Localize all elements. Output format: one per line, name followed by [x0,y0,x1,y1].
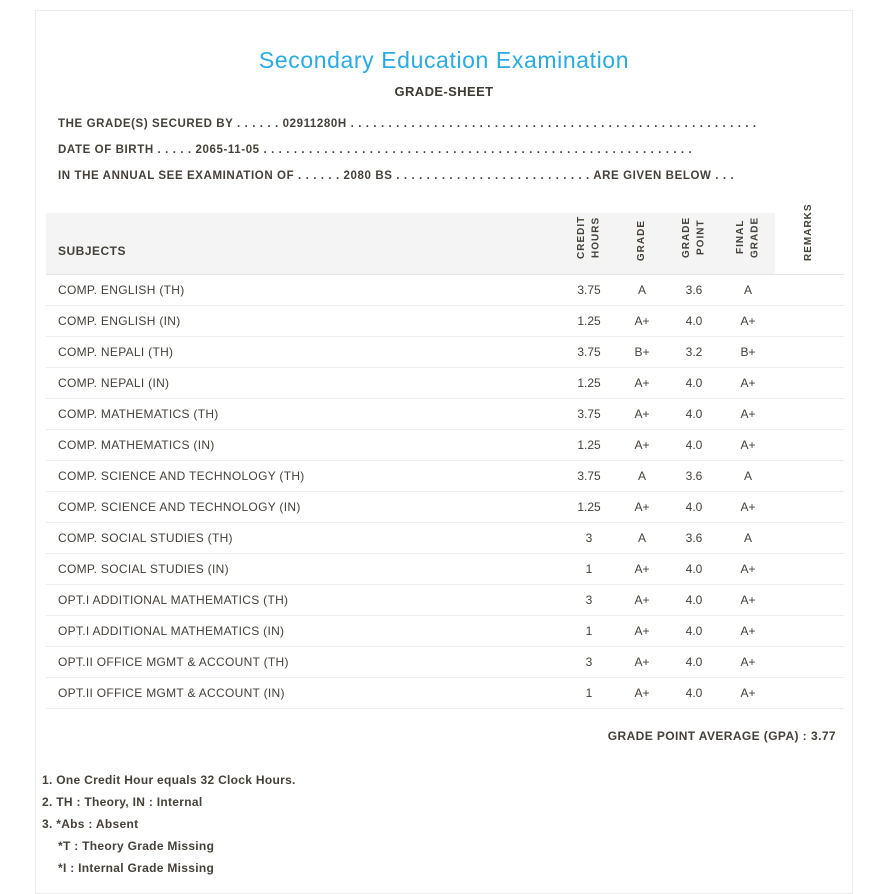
remarks-header-label: REMARKS [803,203,815,261]
grade-sheet-page [35,10,853,894]
table-row [46,492,844,523]
credit-hours-cell: 3.75 [561,275,617,306]
grade-point-cell: 4.0 [667,616,721,647]
subject-cell: OPT.II OFFICE MGMT & ACCOUNT (TH) [46,647,561,678]
credit-hours-header-label: CREDIT HOURS [575,215,601,259]
grade-cell: A+ [617,306,667,337]
table-row [46,554,844,585]
grade-cell: A+ [617,647,667,678]
credit-hours-cell: 3 [561,585,617,616]
final-grade-cell: A [721,461,775,492]
page-subtitle: GRADE-SHEET [394,84,494,99]
final-grade-cell: A+ [721,399,775,430]
grade-point-cell: 3.2 [667,337,721,368]
note-th-in: 2. TH : Theory, IN : Internal [42,795,203,809]
remarks-cell [775,492,844,523]
gpa-label: GRADE POINT AVERAGE (GPA) : [607,729,808,743]
credit-hours-cell: 1.25 [561,430,617,461]
remarks-cell [775,399,844,430]
grade-cell: A [617,275,667,306]
remarks-cell [775,523,844,554]
grade-cell: A+ [617,554,667,585]
gpa-value: 3.77 [811,729,836,743]
credit-hours-cell: 1.25 [561,368,617,399]
grade-point-cell: 4.0 [667,492,721,523]
remarks-cell [775,647,844,678]
column-header-grade [617,213,667,275]
column-header-grade-point [667,213,721,275]
credit-hours-cell: 3 [561,647,617,678]
grade-point-cell: 4.0 [667,554,721,585]
final-grade-cell: B+ [721,337,775,368]
remarks-cell [775,368,844,399]
remarks-cell [775,554,844,585]
table-row [46,523,844,554]
column-header-subjects: SUBJECTS [46,213,561,275]
subject-cell: COMP. ENGLISH (IN) [46,306,561,337]
table-row [46,337,844,368]
table-row [46,678,844,709]
grade-point-cell: 4.0 [667,647,721,678]
table-row [46,461,844,492]
table-row [46,275,844,306]
grade-point-cell: 4.0 [667,678,721,709]
credit-hours-cell: 3.75 [561,337,617,368]
final-grade-header-label: FINAL GRADE [734,216,760,258]
final-grade-cell: A+ [721,430,775,461]
remarks-cell [775,430,844,461]
grade-point-cell: 3.6 [667,461,721,492]
grade-point-cell: 4.0 [667,399,721,430]
grade-point-cell: 3.6 [667,523,721,554]
gpa-summary [36,729,852,743]
subject-cell: OPT.I ADDITIONAL MATHEMATICS (TH) [46,585,561,616]
final-grade-cell: A+ [721,585,775,616]
subject-cell: COMP. NEPALI (IN) [46,368,561,399]
table-row [46,585,844,616]
table-row [46,306,844,337]
grade-cell: A [617,523,667,554]
grade-point-cell: 4.0 [667,306,721,337]
remarks-cell [775,678,844,709]
examination-year-line: IN THE ANNUAL SEE EXAMINATION OF . . . . . . 2080 BS . . . . . . . . . . . . . . . . . . . . . . . . . . ARE GIVEN BELOW . . . [58,170,735,182]
grades-table [46,203,844,709]
subject-cell: COMP. MATHEMATICS (TH) [46,399,561,430]
remarks-cell [775,461,844,492]
credit-hours-cell: 1 [561,616,617,647]
subject-cell: OPT.I ADDITIONAL MATHEMATICS (IN) [46,616,561,647]
grade-cell: A [617,461,667,492]
final-grade-cell: A+ [721,616,775,647]
credit-hours-cell: 3.75 [561,461,617,492]
final-grade-cell: A [721,523,775,554]
grade-cell: A+ [617,678,667,709]
grade-cell: A+ [617,616,667,647]
final-grade-cell: A+ [721,306,775,337]
credit-hours-cell: 3.75 [561,399,617,430]
final-grade-cell: A+ [721,492,775,523]
page-title: Secondary Education Examination [258,47,630,73]
subject-cell: COMP. NEPALI (TH) [46,337,561,368]
subject-cell: COMP. SOCIAL STUDIES (TH) [46,523,561,554]
column-header-final-grade [721,213,775,275]
subject-cell: COMP. SCIENCE AND TECHNOLOGY (TH) [46,461,561,492]
subject-cell: COMP. ENGLISH (TH) [46,275,561,306]
grade-cell: A+ [617,430,667,461]
grade-point-header-label: GRADE POINT [680,216,706,258]
remarks-cell [775,306,844,337]
grade-cell: B+ [617,337,667,368]
subject-cell: COMP. SCIENCE AND TECHNOLOGY (IN) [46,492,561,523]
final-grade-cell: A+ [721,554,775,585]
column-header-credit-hours [561,213,617,275]
table-row [46,399,844,430]
final-grade-cell: A+ [721,647,775,678]
remarks-cell [775,616,844,647]
table-row [46,368,844,399]
remarks-cell [775,275,844,306]
grade-cell: A+ [617,399,667,430]
grade-point-cell: 4.0 [667,585,721,616]
grade-cell: A+ [617,368,667,399]
subject-cell: COMP. MATHEMATICS (IN) [46,430,561,461]
note-credit-hour: 1. One Credit Hour equals 32 Clock Hours. [42,773,296,787]
date-of-birth-line: DATE OF BIRTH . . . . . 2065-11-05 . . . . . . . . . . . . . . . . . . . . . . . . . . . . . . . . . . . . . . . . . . . . . . . . . . . . . . . . . [58,144,693,156]
final-grade-cell: A [721,275,775,306]
remarks-cell [775,585,844,616]
column-header-remarks [775,203,844,275]
table-header-row [46,213,844,275]
grade-cell: A+ [617,492,667,523]
note-theory-grade-missing: *T : Theory Grade Missing [58,839,215,853]
grade-cell: A+ [617,585,667,616]
grade-header-label: GRADE [635,219,647,261]
subject-cell: COMP. SOCIAL STUDIES (IN) [46,554,561,585]
final-grade-cell: A+ [721,368,775,399]
subject-cell: OPT.II OFFICE MGMT & ACCOUNT (IN) [46,678,561,709]
credit-hours-cell: 1.25 [561,306,617,337]
grades-secured-by-line: THE GRADE(S) SECURED BY . . . . . . 02911280H . . . . . . . . . . . . . . . . . . . . . . . . . . . . . . . . . . . . . . . . . . . . . . . . . . . . . . [58,118,757,130]
table-row [46,647,844,678]
credit-hours-cell: 1 [561,678,617,709]
grade-point-cell: 4.0 [667,368,721,399]
grade-point-cell: 3.6 [667,275,721,306]
footnotes [42,769,852,879]
credit-hours-cell: 1 [561,554,617,585]
remarks-cell [775,337,844,368]
note-abs: 3. *Abs : Absent [42,817,139,831]
table-row [46,616,844,647]
table-row [46,430,844,461]
grade-point-cell: 4.0 [667,430,721,461]
final-grade-cell: A+ [721,678,775,709]
credit-hours-cell: 1.25 [561,492,617,523]
credit-hours-cell: 3 [561,523,617,554]
note-internal-grade-missing: *I : Internal Grade Missing [58,861,215,875]
candidate-info [58,111,830,189]
